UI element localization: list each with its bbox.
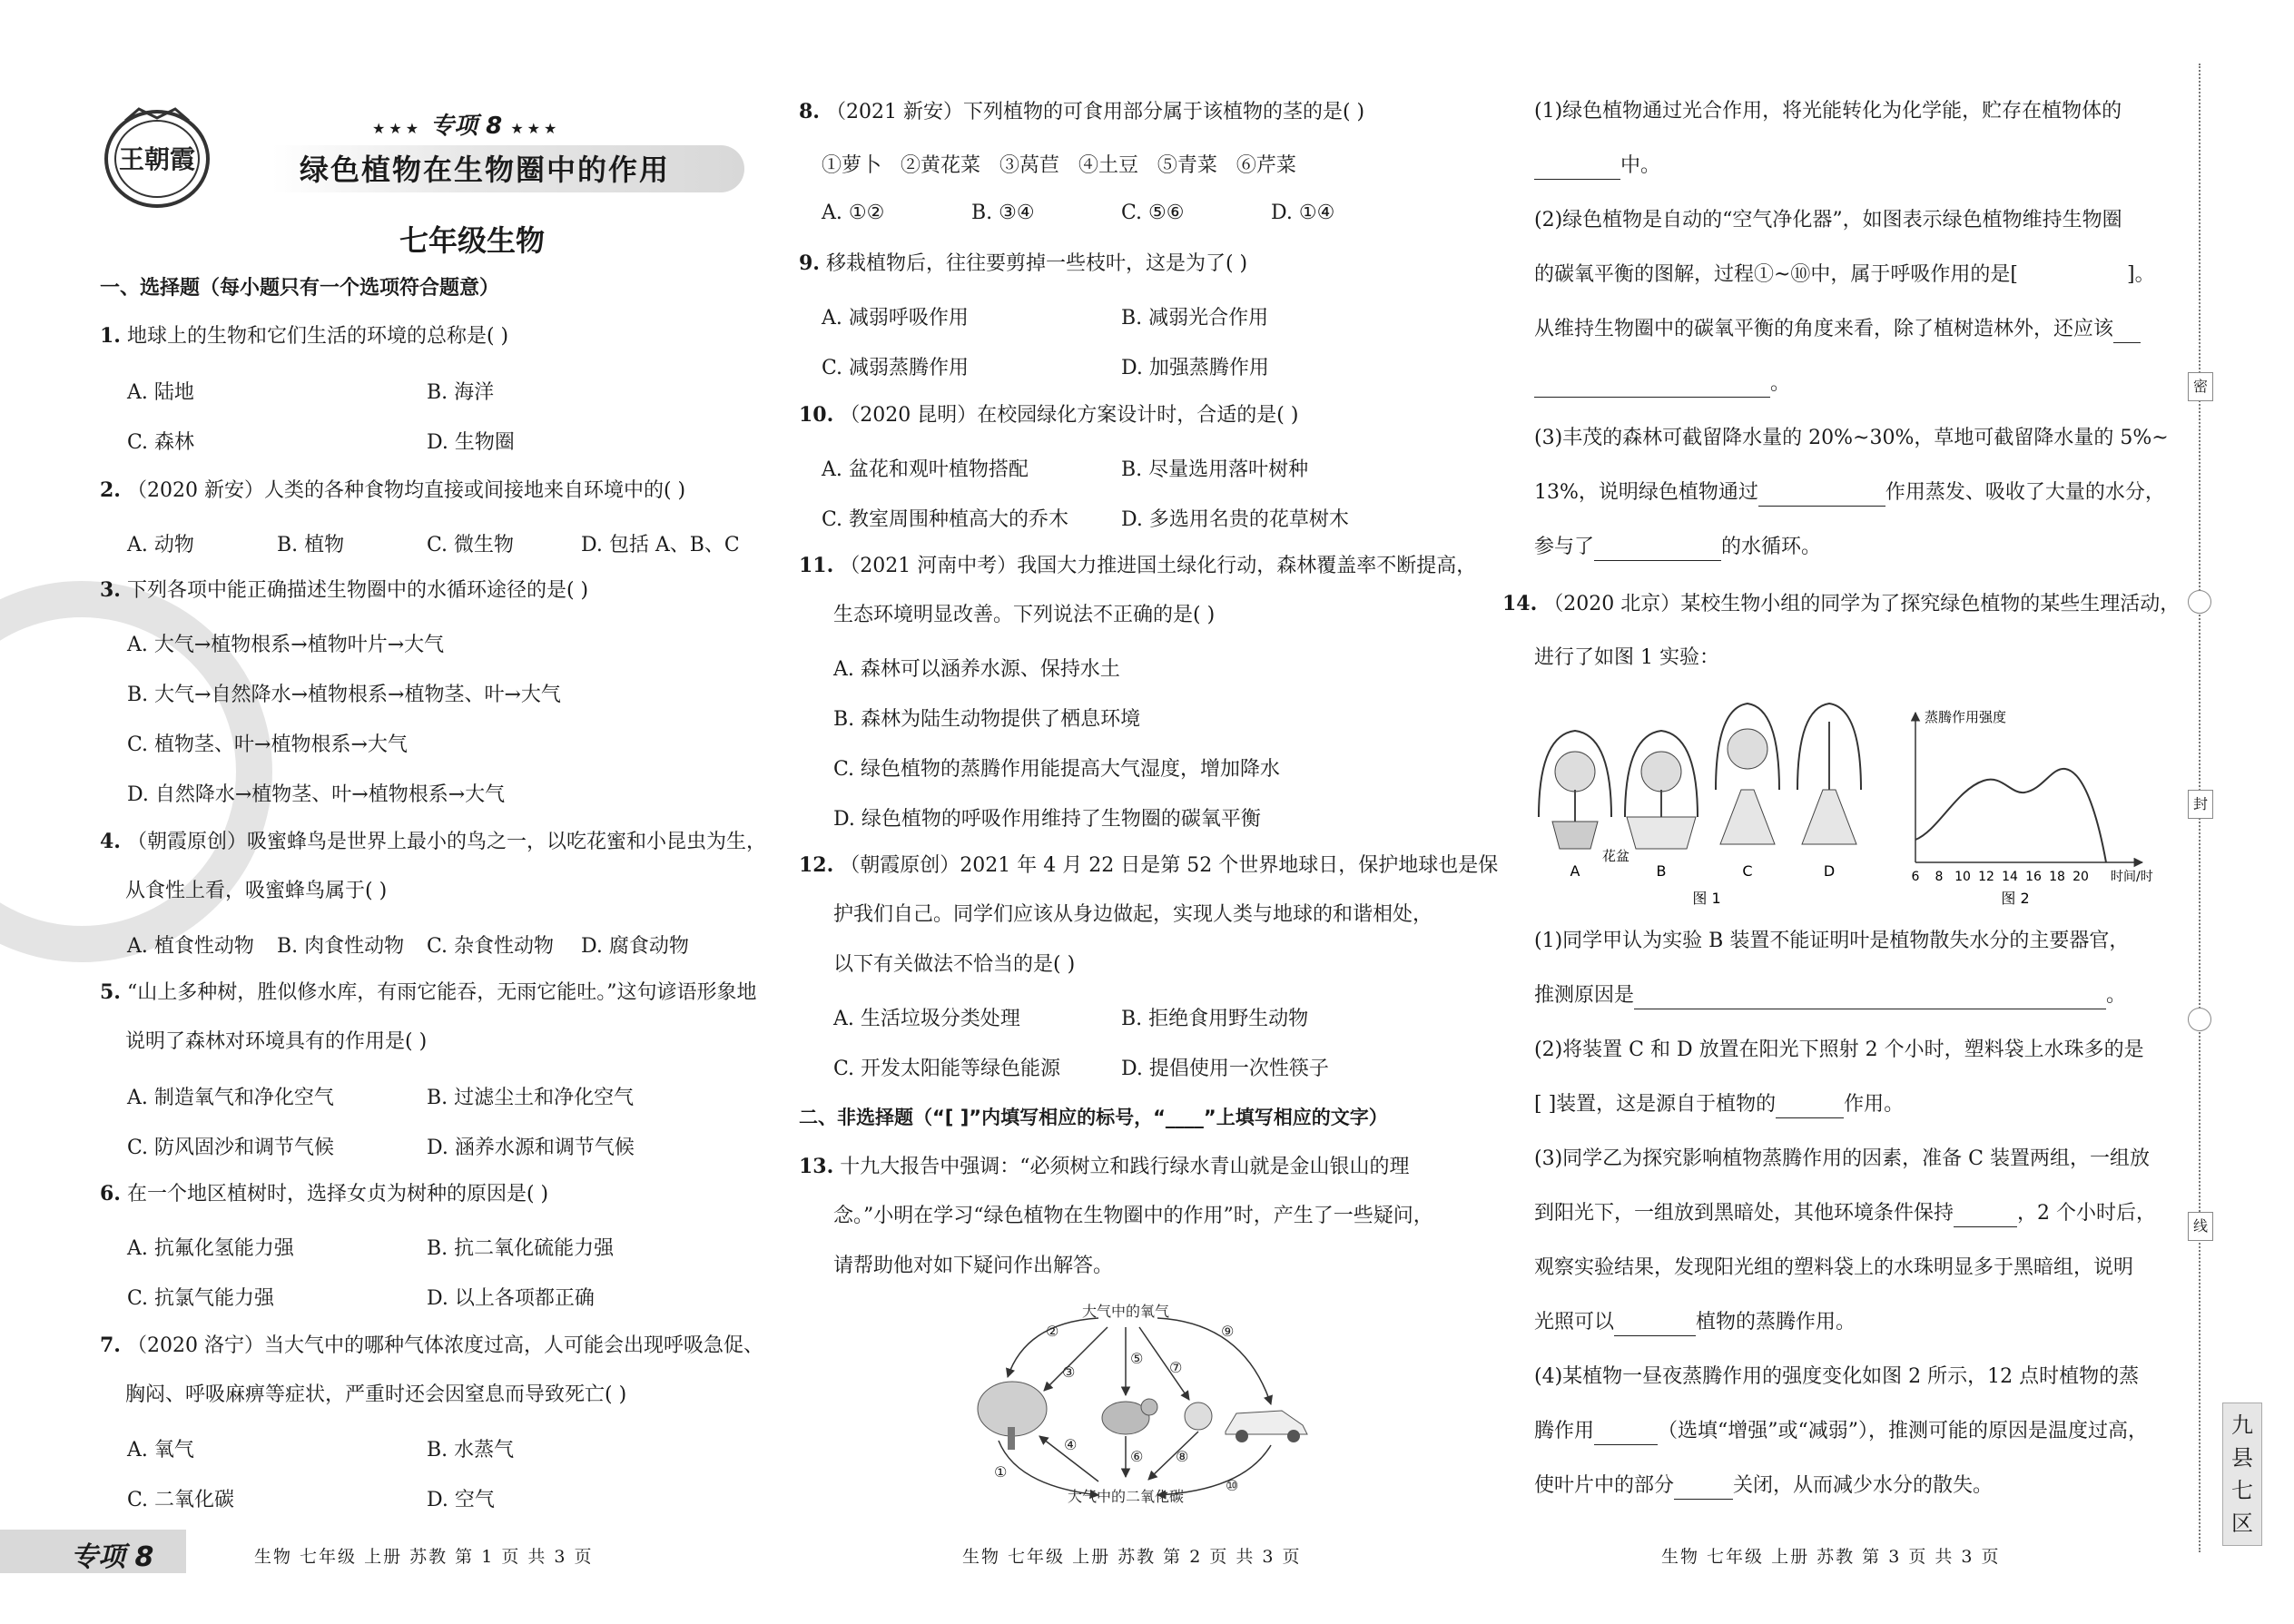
q9-option-b: B. 减弱光合作用 (1121, 307, 1269, 330)
fig2-tick-label: 10 (1954, 870, 1971, 884)
animal-icon (1102, 1399, 1157, 1434)
q14-part4: (4)某植物一昼夜蒸腾作用的强度变化如图 2 所示，12 点时植物的蒸 (1534, 1365, 2140, 1388)
q14-part2-cont: [ ]装置，这是源自于植物的 作用。 (1534, 1091, 1904, 1118)
q14-blank-3b[interactable] (1614, 1315, 1696, 1336)
svg-text:①: ① (994, 1463, 1008, 1481)
q4-option-c: C. 杂食性动物 (427, 935, 555, 958)
q13-part2: (2)绿色植物是自动的“空气净化器”，如图表示绿色植物维持生物圈 (1534, 209, 2122, 231)
svg-text:③: ③ (1062, 1363, 1076, 1381)
transpiration-chart-figure-2 (1897, 704, 2161, 908)
q3-option-b: B. 大气→自然降水→植物根系→植物茎、叶→大气 (127, 684, 561, 706)
question-2: 2. （2020 新安）人类的各种食物均直接或间接地来自环境中的( ) (100, 478, 686, 502)
q7-option-d: D. 空气 (427, 1489, 495, 1511)
q13-part2-cont1: 的碳氧平衡的图解，过程①~⑩中，属于呼吸作用的是[ ]。 (1534, 263, 2155, 286)
svg-text:④: ④ (1064, 1436, 1078, 1453)
q13-blank-1[interactable] (1534, 159, 1620, 180)
q8-items: ①萝卜 ②黄花菜 ③莴苣 ④土豆 ⑤青菜 ⑥芹菜 (822, 154, 1296, 177)
q14-blank-4b[interactable] (1674, 1479, 1733, 1500)
microbe-icon (1185, 1403, 1212, 1430)
question-6: 6. 在一个地区植树时，选择女贞为树种的原因是( ) (100, 1182, 549, 1206)
q2-option-a: A. 动物 (127, 534, 194, 556)
tree-icon (978, 1382, 1047, 1450)
q13-blank-2a[interactable] (2113, 322, 2141, 343)
q8-option-a: A. ①② (822, 202, 885, 224)
setup-d (1797, 704, 1861, 844)
subject-title: 七年级生物 (399, 223, 546, 258)
q14-part4-cont2: 使叶片中的部分 关闭，从而减少水分的散失。 (1534, 1472, 1993, 1500)
fig2-tick-label: 8 (1935, 870, 1944, 884)
region-label: 九县七区 (2222, 1403, 2262, 1546)
carbon-oxygen-cycle-diagram (944, 1300, 1344, 1513)
q11-option-b: B. 森林为陆生动物提供了栖息环境 (833, 708, 1141, 731)
section1-heading: 一、选择题（每小题只有一个选项符合题意） (100, 277, 500, 300)
question-12: 12. （朝霞原创）2021 年 4 月 22 日是第 52 个世界地球日，保护地球也是保 (799, 853, 1499, 877)
q2-option-c: C. 微生物 (427, 534, 515, 556)
question-13: 13. 十九大报告中强调：“必须树立和践行绿水青山就是金山银山的理 (799, 1155, 1410, 1178)
svg-text:A: A (1570, 862, 1580, 880)
q8-option-b: B. ③④ (971, 202, 1035, 224)
q12-option-d: D. 提倡使用一次性筷子 (1121, 1058, 1329, 1080)
q10-option-d: D. 多选用名贵的花草树木 (1121, 508, 1349, 531)
q13-blank-3a[interactable] (1758, 486, 1885, 507)
q3-option-a: A. 大气→植物根系→植物叶片→大气 (127, 634, 445, 656)
footer-tag: 专项 8 (71, 1541, 154, 1573)
svg-text:⑨: ⑨ (1221, 1323, 1235, 1340)
q7-option-c: C. 二氧化碳 (127, 1489, 235, 1511)
car-icon (1226, 1411, 1307, 1442)
q5-option-b: B. 过滤尘土和净化空气 (427, 1087, 635, 1109)
question-5-cont: 说明了森林对环境具有的作用是( ) (125, 1030, 428, 1053)
svg-text:⑦: ⑦ (1169, 1359, 1183, 1376)
q11-option-d: D. 绿色植物的呼吸作用维持了生物圈的碳氧平衡 (833, 808, 1261, 831)
q6-option-d: D. 以上各项都正确 (427, 1287, 595, 1310)
svg-text:花盆: 花盆 (1602, 848, 1630, 864)
footer-page-1: 生物 七年级 上册 苏教 第 1 页 共 3 页 (254, 1547, 594, 1567)
q4-option-b: B. 肉食性动物 (277, 935, 405, 958)
question-14: 14. （2020 北京）某校生物小组的同学为了探究绿色植物的某些生理活动， (1502, 592, 2181, 615)
binding-hole-2 (2188, 1008, 2211, 1031)
svg-text:B: B (1656, 862, 1667, 880)
q13-part2-cont2: 从维持生物圈中的碳氧平衡的角度来看，除了植树造林外，还应该 (1534, 316, 2141, 343)
q9-option-a: A. 减弱呼吸作用 (822, 307, 969, 330)
question-4: 4. （朝霞原创）吸蜜蜂鸟是世界上最小的鸟之一，以吃花蜜和小昆虫为生， (100, 830, 766, 853)
q14-part1-cont: 推测原因是 。 (1534, 982, 2126, 1009)
svg-text:⑩: ⑩ (1226, 1477, 1239, 1494)
binding-mark-2: 封 (2188, 790, 2213, 819)
brand-logo (98, 104, 216, 213)
q11-option-c: C. 绿色植物的蒸腾作用能提高大气湿度，增加降水 (833, 758, 1281, 781)
q9-option-d: D. 加强蒸腾作用 (1121, 357, 1269, 379)
question-12-cont2: 以下有关做法不恰当的是( ) (833, 953, 1076, 976)
q8-option-d: D. ①④ (1271, 202, 1335, 224)
q12-option-b: B. 拒绝食用野生动物 (1121, 1008, 1309, 1030)
q6-option-c: C. 抗氯气能力强 (127, 1287, 275, 1310)
question-13-cont2: 请帮助他对如下疑问作出解答。 (833, 1255, 1114, 1277)
setup-a (1539, 731, 1611, 849)
svg-text:⑧: ⑧ (1176, 1448, 1189, 1465)
q13-part3-cont2: 参与了 的水循环。 (1534, 534, 1821, 561)
fig2-tick-label: 20 (2072, 870, 2089, 884)
q14-blank-4a[interactable] (1594, 1424, 1658, 1445)
q14-blank-1[interactable] (1634, 989, 2106, 1009)
experiment-figure-1 (1525, 699, 1888, 908)
q14-blank-3a[interactable] (1954, 1206, 2017, 1227)
stars-left: ★★★ (372, 120, 423, 137)
q13-part1-cont: 中。 (1534, 153, 1660, 180)
q14-part3-cont1: 到阳光下，一组放到黑暗处，其他环境条件保持 ，2 个小时后， (1534, 1200, 2156, 1227)
question-11: 11. （2021 河南中考）我国大力推进国土绿化行动，森林覆盖率不断提高， (799, 554, 1477, 577)
q13-blank-3b[interactable] (1594, 540, 1721, 561)
q4-option-d: D. 腐食动物 (581, 935, 689, 958)
q1-option-d: D. 生物圈 (427, 431, 515, 454)
q12-option-c: C. 开发太阳能等绿色能源 (833, 1058, 1061, 1080)
q7-option-b: B. 水蒸气 (427, 1439, 515, 1462)
q14-part3-cont2: 观察实验结果，发现阳光组的塑料袋上的水珠明显多于黑暗组，说明 (1534, 1256, 2134, 1279)
q13-part1: (1)绿色植物通过光合作用，将光能转化为化学能，贮存在植物体的 (1534, 100, 2122, 123)
special-label: ★★★ 专项 8 ★★★ (372, 113, 561, 140)
q14-part1: (1)同学甲认为实验 B 装置不能证明叶是植物散失水分的主要器官， (1534, 930, 2130, 952)
q1-option-c: C. 森林 (127, 431, 195, 454)
q6-option-a: A. 抗氟化氢能力强 (127, 1237, 294, 1260)
page-title: 绿色植物在生物圈中的作用 (300, 153, 671, 187)
question-14-cont: 进行了如图 1 实验： (1534, 646, 1719, 669)
q3-option-d: D. 自然降水→植物茎、叶→植物根系→大气 (127, 783, 506, 806)
fig2-curve (1915, 769, 2106, 862)
fig2-tick-label: 16 (2025, 870, 2042, 884)
fig2-caption: 图 2 (2001, 890, 2030, 907)
question-4-cont: 从食性上看，吸蜜蜂鸟属于( ) (125, 880, 388, 902)
q13-blank-2b[interactable] (1534, 377, 1770, 398)
q10-option-a: A. 盆花和观叶植物搭配 (822, 458, 1029, 481)
q4-option-a: A. 植食性动物 (127, 935, 254, 958)
fig2-tick-label: 14 (2002, 870, 2018, 884)
question-8: 8. （2021 新安）下列植物的可食用部分属于该植物的茎的是( ) (799, 100, 1365, 123)
question-7-cont: 胸闷、呼吸麻痹等症状，严重时还会因窒息而导致死亡( ) (125, 1383, 627, 1406)
q5-option-c: C. 防风固沙和调节气候 (127, 1137, 335, 1159)
q3-option-c: C. 植物茎、叶→植物根系→大气 (127, 733, 408, 756)
fig2-tick-label: 18 (2049, 870, 2065, 884)
setup-b (1625, 731, 1698, 849)
q13-part3: (3)丰茂的森林可截留降水量的 20%~30%，草地可截留降水量的 5%~ (1534, 427, 2169, 449)
svg-text:图 1: 图 1 (1692, 890, 1721, 907)
question-7: 7. （2020 洛宁）当大气中的哪种气体浓度过高，人可能会出现呼吸急促、 (100, 1334, 763, 1357)
fig2-ticks (1912, 870, 2089, 884)
question-11-cont: 生态环境明显改善。下列说法不正确的是( ) (833, 604, 1216, 626)
q14-part3: (3)同学乙为探究影响植物蒸腾作用的因素，准备 C 装置两组，一组放 (1534, 1147, 2150, 1170)
q14-part4-cont1: 腾作用 （选填“增强”或“减弱”），推测可能的原因是温度过高， (1534, 1418, 2148, 1445)
diagram-top-label: 大气中的氧气 (1081, 1303, 1170, 1320)
q14-part2: (2)将装置 C 和 D 放置在阳光下照射 2 个小时，塑料袋上水珠多的是 (1534, 1038, 2144, 1061)
question-13-cont1: 念。”小明在学习“绿色植物在生物圈中的作用”时，产生了一些疑问， (833, 1205, 1433, 1227)
fig2-tick-label: 6 (1911, 870, 1920, 884)
stars-right: ★★★ (510, 120, 561, 137)
section2-heading: 二、非选择题（“[ ]”内填写相应的标号，“____”上填写相应的文字） (799, 1107, 1388, 1128)
q9-option-c: C. 减弱蒸腾作用 (822, 357, 970, 379)
binding-mark-3: 线 (2188, 1212, 2213, 1241)
q7-option-a: A. 氧气 (127, 1439, 194, 1462)
footer-page-3: 生物 七年级 上册 苏教 第 3 页 共 3 页 (1661, 1547, 2001, 1567)
svg-text:D: D (1823, 862, 1836, 880)
q10-option-c: C. 教室周围种植高大的乔木 (822, 508, 1069, 531)
question-12-cont1: 护我们自己。同学们应该从身边做起，实现人类与地球的和谐相处， (833, 903, 1433, 926)
q14-blank-2[interactable] (1776, 1097, 1844, 1118)
fig2-xlabel: 时间/时 (2111, 870, 2153, 884)
q11-option-a: A. 森林可以涵养水源、保持水土 (833, 658, 1120, 681)
svg-text:⑥: ⑥ (1130, 1448, 1144, 1465)
question-10: 10. （2020 昆明）在校园绿化方案设计时，合适的是( ) (799, 403, 1299, 427)
binding-hole-1 (2188, 590, 2211, 614)
footer-page-2: 生物 七年级 上册 苏教 第 2 页 共 3 页 (962, 1547, 1302, 1567)
q2-option-b: B. 植物 (277, 534, 345, 556)
q12-option-a: A. 生活垃圾分类处理 (833, 1008, 1020, 1030)
q6-option-b: B. 抗二氧化硫能力强 (427, 1237, 615, 1260)
fig2-tick-label: 12 (1978, 870, 1994, 884)
setup-c (1716, 704, 1779, 844)
question-9: 9. 移栽植物后，往往要剪掉一些枝叶，这是为了( ) (799, 251, 1248, 275)
svg-text:王朝霞: 王朝霞 (118, 144, 196, 174)
q1-option-b: B. 海洋 (427, 381, 495, 404)
q2-option-d: D. 包括 A、B、C (581, 534, 740, 556)
q8-option-c: C. ⑤⑥ (1121, 202, 1185, 224)
binding-mark-1: 密 (2188, 372, 2213, 401)
diagram-bottom-label: 大气中的二氧化碳 (1067, 1488, 1185, 1505)
q13-part2-cont3: 。 (1534, 370, 1790, 398)
question-3: 3. 下列各项中能正确描述生物圈中的水循环途径的是( ) (100, 578, 589, 602)
q5-option-d: D. 涵养水源和调节气候 (427, 1137, 635, 1159)
svg-text:C: C (1742, 862, 1753, 880)
q14-part3-cont3: 光照可以 植物的蒸腾作用。 (1534, 1309, 1856, 1336)
q1-option-a: A. 陆地 (127, 381, 194, 404)
question-5: 5. “山上多种树，胜似修水库，有雨它能吞，无雨它能吐。”这句谚语形象地 (100, 980, 757, 1004)
svg-text:②: ② (1046, 1323, 1059, 1340)
q13-part3-cont1: 13%，说明绿色植物通过 作用蒸发、吸收了大量的水分， (1534, 479, 2165, 507)
q10-option-b: B. 尽量选用落叶树种 (1121, 458, 1309, 481)
q5-option-a: A. 制造氧气和净化空气 (127, 1087, 334, 1109)
question-1: 1. 地球上的生物和它们生活的环境的总称是( ) (100, 324, 509, 348)
svg-text:⑤: ⑤ (1130, 1350, 1144, 1367)
fig2-ylabel: 蒸腾作用强度 (1925, 709, 2007, 725)
